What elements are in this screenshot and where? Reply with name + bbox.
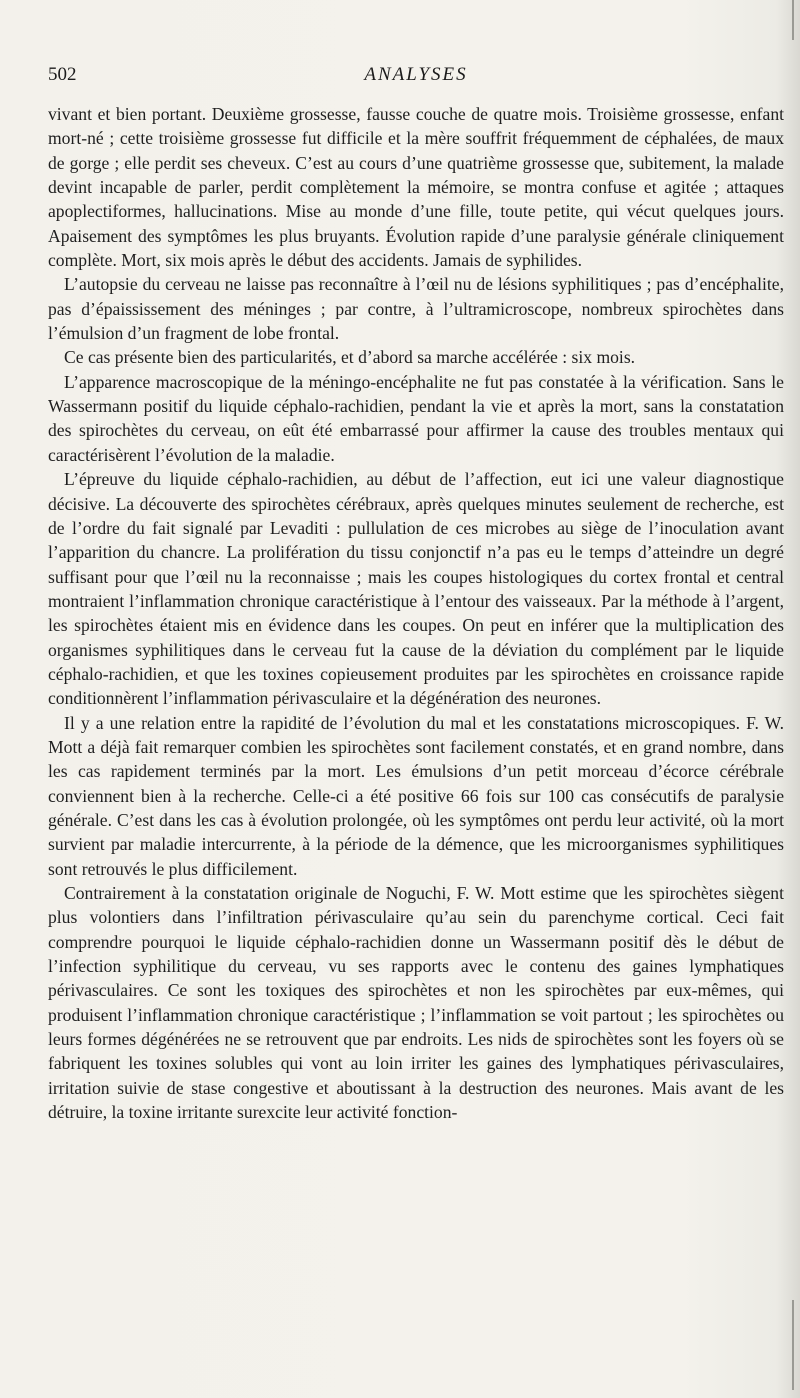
paragraph-macroscopic: L’apparence macroscopique de la méningo-encéphalite ne fut pas constatée à la vérification. Sans le Wassermann positif du liquide céphalo-rachidien, pendant la vie et après la mort, sans la constatation des spirochètes du cerveau, on eût été embarrassé pour affirmer la cause des troubles mentaux qui caractérisèrent l’évolution de la maladie. (48, 371, 784, 465)
scan-edge-mark (792, 1300, 794, 1390)
paragraph-autopsy: L’autopsie du cerveau ne laisse pas reconnaître à l’œil nu de lésions syphilitiques ; pas d’encéphalite, pas d’épaississement des méninges ; par contre, à l’ultramicroscope, nombreux spirochètes dans l’émulsion d’un fragment de lobe frontal. (48, 274, 784, 344)
body-text (48, 102, 784, 1124)
paragraph-particularities: Ce cas présente bien des particularités, et d’abord sa marche accélérée : six mois. (64, 347, 636, 368)
running-title: ANALYSES (364, 64, 468, 85)
paragraph-noguchi: Contrairement à la constatation originale de Noguchi, F. W. Mott estime que les spirochètes siègent plus volontiers dans l’infiltration périvasculaire qu’au sein du parenchyme cortical. Ceci fait comprendre pourquoi le liquide céphalo-rachidien donne un Wassermann positif dès le début de l’infection syphilitique du cerveau, vu ses rapports avec le contenu des gaines lymphatiques périvasculaires. Ce sont les toxiques des spirochètes et non les spirochètes par eux-mêmes, qui produisent l’inflammation chronique caractéristique ; l’inflammation se voit partout ; les spirochètes ou leurs formes dégénérées ne se retrouvent que par endroits. Les nids de spirochètes sont les foyers où se fabriquent les toxines solubles qui vont au loin irriter les gaines des lymphatiques périvasculaires, irritation suivie de stase congestive et aboutissant à la destruction des neurones. Mais avant de les détruire, la toxine irritante surexcite leur activité fonction- (48, 883, 784, 1123)
paragraph-csf-test: L’épreuve du liquide céphalo-rachidien, au début de l’affection, eut ici une valeur diagnostique décisive. La découverte des spirochètes cérébraux, après quelques minutes seulement de recherche, est de l’ordre du fait signalé par Levaditi : pullulation de ces microbes au siège de l’inoculation avant l’apparition du chancre. La prolifération du tissu conjonctif n’a pas eu le temps d’atteindre un degré suffisant pour que l’œil nu la reconnaisse ; mais les coupes histologiques du cortex frontal et central montraient l’inflammation chronique caractéristique à l’entour des vaisseaux. Par la méthode à l’argent, les spirochètes étaient mis en évidence dans les coupes. On peut en inférer que la multiplication des organismes syphilitiques dans le cerveau fut la cause de la déviation du complément par le liquide céphalo-rachidien, et que les toxines copieusement produites par les spirochètes en croissance rapide conditionnèrent l’inflammation périvasculaire et la dégénération des neurones. (48, 469, 784, 709)
page-header (48, 64, 784, 90)
scan-edge-mark (792, 0, 794, 40)
page-number: 502 (48, 64, 77, 85)
paragraph-case-history: vivant et bien portant. Deuxième grossesse, fausse couche de quatre mois. Troisième grossesse, enfant mort-né ; cette troisième grossesse fut difficile et la mère souffrit fréquemment de céphalées, de maux de gorge ; elle perdit ses cheveux. C’est au cours d’une quatrième grossesse que, subitement, la malade devint incapable de parler, perdit complètement la mémoire, se montra confuse et agitée ; attaques apoplectiformes, hallucinations. Mise au monde d’une fille, toute petite, qui vécut quelques jours. Apaisement des symptômes les plus bruyants. Évolution rapide d’une paralysie générale cliniquement complète. Mort, six mois après le début des accidents. Jamais de syphilides. (48, 104, 784, 271)
paragraph-mott-relation: Il y a une relation entre la rapidité de l’évolution du mal et les constatations microscopiques. F. W. Mott a déjà fait remarquer combien les spirochètes sont facilement constatés, et en grand nombre, dans les cas rapidement terminés par la mort. Les émulsions d’un petit morceau d’écorce cérébrale conviennent bien à la recherche. Celle-ci a été positive 66 fois sur 100 cas consécutifs de paralysie générale. C’est dans les cas à évolution prolongée, où les symptômes ont perdu leur activité, où la mort survient par maladie intercurrente, à la période de la démence, que les microorganismes syphilitiques sont retrouvés le plus difficilement. (48, 712, 784, 879)
